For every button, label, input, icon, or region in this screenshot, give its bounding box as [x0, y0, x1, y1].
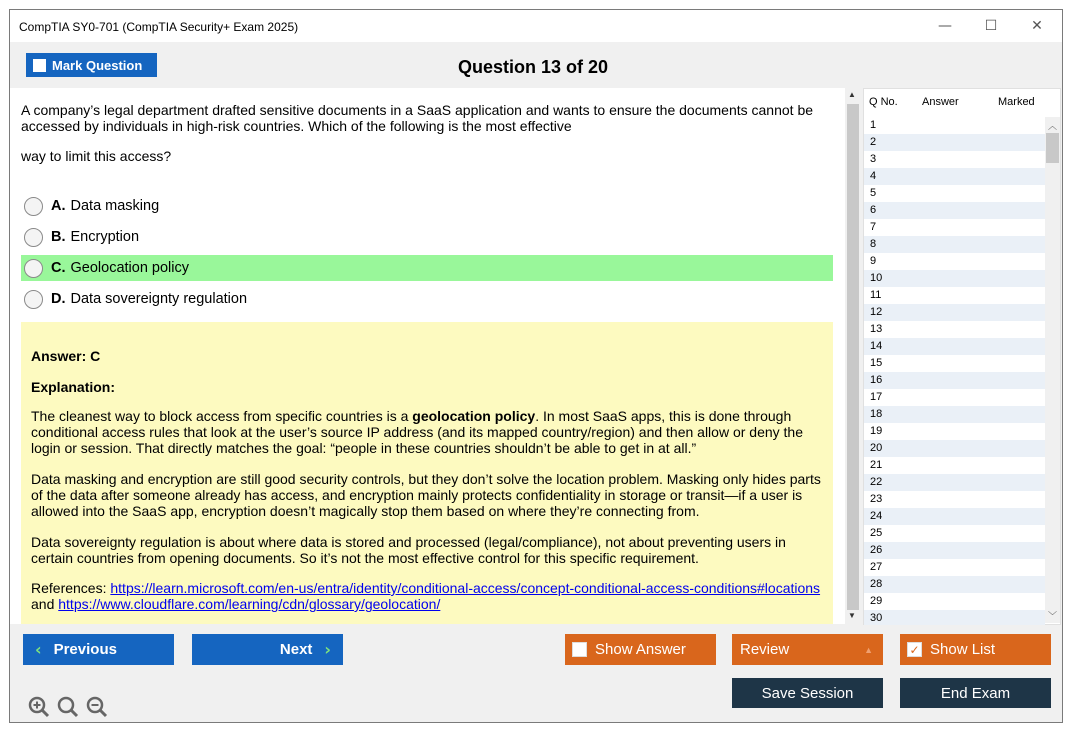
question-list-row[interactable] [864, 117, 1045, 134]
question-header [10, 42, 1062, 88]
checkbox-icon [572, 642, 587, 657]
dropdown-arrow-icon: ▲ [864, 644, 873, 655]
references [31, 580, 826, 612]
question-list-row[interactable] [864, 219, 1045, 236]
question-list-row[interactable] [864, 185, 1045, 202]
question-list-row[interactable] [864, 576, 1045, 593]
question-number: 23 [870, 493, 883, 505]
option-letter: C. [51, 260, 66, 276]
scroll-down-icon[interactable]: ﹀ [1048, 611, 1058, 621]
option-text: Data sovereignty regulation [70, 291, 248, 307]
question-list-row[interactable] [864, 270, 1045, 287]
explanation-paragraph-2: Data masking and encryption are still good security controls, but they don’t solve the location problem. Masking only hides parts of the data after someone already has access, and encryption mainly protects confidentiality in storage or transit—if a user is allowed into the SaaS app, encryption doesn’t magically stop them based on where they’re connecting from. [31, 471, 821, 519]
question-list-row[interactable] [864, 389, 1045, 406]
question-number: 29 [870, 595, 883, 607]
explanation-text: The cleanest way to block access from specific countries is a [31, 408, 413, 424]
radio-button[interactable] [24, 197, 43, 216]
option-letter: A. [51, 198, 66, 214]
explanation-paragraph-1 [31, 408, 826, 456]
question-list-panel [863, 88, 1061, 625]
question-list-row[interactable] [864, 253, 1045, 270]
question-number: 11 [870, 289, 882, 301]
explanation-paragraph-3: Data sovereignty regulation is about where data is stored and processed (legal/compliance), not about preventing users in certain countries from opening documents. So it’s not the most effective control for this specific requirement. [31, 534, 786, 566]
column-answer[interactable]: Answer [922, 96, 959, 108]
scroll-down-icon[interactable]: ▼ [848, 611, 856, 620]
question-list-scrollbar[interactable] [1045, 117, 1060, 623]
title-bar [10, 10, 1062, 42]
question-text: A company’s legal department drafted sensitive documents in a SaaS application and wants to ensure the documents cannot be accessed by individuals in high-risk countries. Which of the following is the most effective [21, 102, 814, 134]
end-exam-button[interactable]: End Exam [900, 678, 1051, 708]
question-scrollbar[interactable] [845, 88, 860, 624]
answer-explanation-box [21, 322, 833, 624]
zoom-reset-icon[interactable] [56, 695, 80, 719]
footer-toolbar [10, 625, 1062, 722]
minimize-button[interactable]: — [938, 18, 952, 34]
checkmark-icon: ✓ [907, 642, 922, 657]
question-text-tail: way to limit this access? [21, 148, 172, 164]
app-window [9, 9, 1063, 723]
explanation-bold: geolocation policy [412, 408, 536, 424]
mark-question-button[interactable] [26, 53, 157, 77]
chevron-left-icon: ‹ [35, 640, 42, 659]
question-list-header [864, 89, 1060, 113]
question-list-row[interactable] [864, 491, 1045, 508]
question-list-row[interactable] [864, 134, 1045, 151]
review-label: Review [740, 641, 790, 658]
question-list-row[interactable] [864, 440, 1045, 457]
question-number: 18 [870, 408, 883, 420]
question-list-row[interactable] [864, 542, 1045, 559]
question-number: 6 [870, 204, 877, 216]
show-answer-button[interactable] [565, 634, 716, 665]
option-b[interactable] [21, 224, 833, 250]
question-list-row[interactable] [864, 423, 1045, 440]
question-number: 25 [870, 527, 883, 539]
reference-link-microsoft[interactable]: https://learn.microsoft.com/en-us/entra/identity/conditional-access/concept-conditional-access-conditions#locations [110, 580, 821, 596]
option-text: Geolocation policy [70, 260, 189, 276]
previous-label: Previous [53, 641, 117, 658]
show-answer-label: Show Answer [595, 641, 686, 658]
question-number: 26 [870, 544, 883, 556]
question-number: 9 [870, 255, 877, 267]
option-text: Data masking [70, 198, 160, 214]
zoom-out-icon[interactable] [85, 695, 109, 719]
explanation-text: . In most SaaS apps, this is done through conditional access rules that look at the user’s source IP address (and its mapped country/region) and then allow or deny the login or session. That directly matches the goal: “people in these countries shouldn’t be able to get in at all.” [31, 408, 804, 456]
question-number: 19 [870, 425, 883, 437]
question-list-row[interactable] [864, 321, 1045, 338]
question-list-row[interactable] [864, 406, 1045, 423]
question-number: 17 [870, 391, 883, 403]
scrollbar-thumb[interactable] [847, 104, 859, 610]
window-title: CompTIA SY0-701 (CompTIA Security+ Exam 2025) [19, 20, 299, 34]
question-number: 22 [870, 476, 883, 488]
chevron-right-icon: › [324, 640, 331, 659]
question-number: 8 [870, 238, 877, 250]
close-button[interactable]: ✕ [1031, 18, 1043, 34]
question-number: 15 [870, 357, 883, 369]
question-list-row[interactable] [864, 474, 1045, 491]
question-list-row[interactable] [864, 168, 1045, 185]
question-number: 10 [870, 272, 883, 284]
question-number: 24 [870, 510, 883, 522]
show-list-label: Show List [930, 641, 996, 658]
question-list-row[interactable] [864, 355, 1045, 372]
question-list-row[interactable] [864, 338, 1045, 355]
maximize-button[interactable]: ☐ [984, 18, 998, 34]
question-list-row[interactable] [864, 202, 1045, 219]
radio-button[interactable] [24, 259, 43, 278]
radio-button[interactable] [24, 228, 43, 247]
question-list-row[interactable] [864, 457, 1045, 474]
column-marked[interactable]: Marked [998, 96, 1035, 108]
option-letter: D. [51, 291, 66, 307]
next-label: Next [279, 641, 313, 658]
question-list-row[interactable] [864, 372, 1045, 389]
question-number: 5 [870, 187, 877, 199]
question-number: 27 [870, 561, 883, 573]
question-number: 4 [870, 170, 877, 182]
checkbox-icon [33, 59, 46, 72]
references-label: References: [31, 580, 111, 596]
question-list-row[interactable] [864, 236, 1045, 253]
question-list-row[interactable] [864, 525, 1045, 542]
option-text: Encryption [70, 229, 140, 245]
question-number: 1 [870, 119, 877, 131]
reference-link-cloudflare[interactable]: https://www.cloudflare.com/learning/cdn/glossary/geolocation/ [58, 596, 441, 612]
option-letter: B. [51, 229, 66, 245]
column-qno[interactable]: Q No. [869, 96, 898, 108]
question-number: 28 [870, 578, 883, 590]
references-and: and [31, 596, 59, 612]
scrollbar-thumb[interactable] [1046, 133, 1059, 163]
option-a[interactable] [21, 193, 833, 219]
save-session-button[interactable]: Save Session [732, 678, 883, 708]
question-list-row[interactable] [864, 287, 1045, 304]
previous-button[interactable] [23, 634, 174, 665]
question-number: 30 [870, 612, 883, 624]
question-list-row[interactable] [864, 593, 1045, 610]
question-number: 2 [870, 136, 877, 148]
question-number: 16 [870, 374, 883, 386]
question-list-row[interactable] [864, 508, 1045, 525]
question-number: 20 [870, 442, 883, 454]
question-number: 21 [870, 459, 883, 471]
mark-question-label: Mark Question [52, 57, 143, 73]
question-list-row[interactable] [864, 559, 1045, 576]
zoom-in-icon[interactable] [27, 695, 51, 719]
scroll-up-icon[interactable]: ︿ [1048, 121, 1058, 131]
question-number: 13 [870, 323, 883, 335]
question-number: 3 [870, 153, 877, 165]
explanation-label: Explanation: [31, 379, 116, 395]
question-list-row[interactable] [864, 304, 1045, 321]
question-number: 12 [870, 306, 883, 318]
question-list-rows [864, 117, 1045, 627]
scroll-up-icon[interactable]: ▲ [848, 90, 856, 99]
show-list-button[interactable] [900, 634, 1051, 665]
option-d[interactable] [21, 286, 833, 312]
question-panel [10, 88, 845, 624]
option-c[interactable] [21, 255, 833, 281]
review-dropdown[interactable] [732, 634, 883, 665]
radio-button[interactable] [24, 290, 43, 309]
answer-line: Answer: C [31, 348, 101, 364]
question-list-row[interactable] [864, 151, 1045, 168]
question-title: Question 13 of 20 [458, 57, 609, 77]
question-number: 7 [870, 221, 877, 233]
question-number: 14 [870, 340, 883, 352]
next-button[interactable] [192, 634, 343, 665]
